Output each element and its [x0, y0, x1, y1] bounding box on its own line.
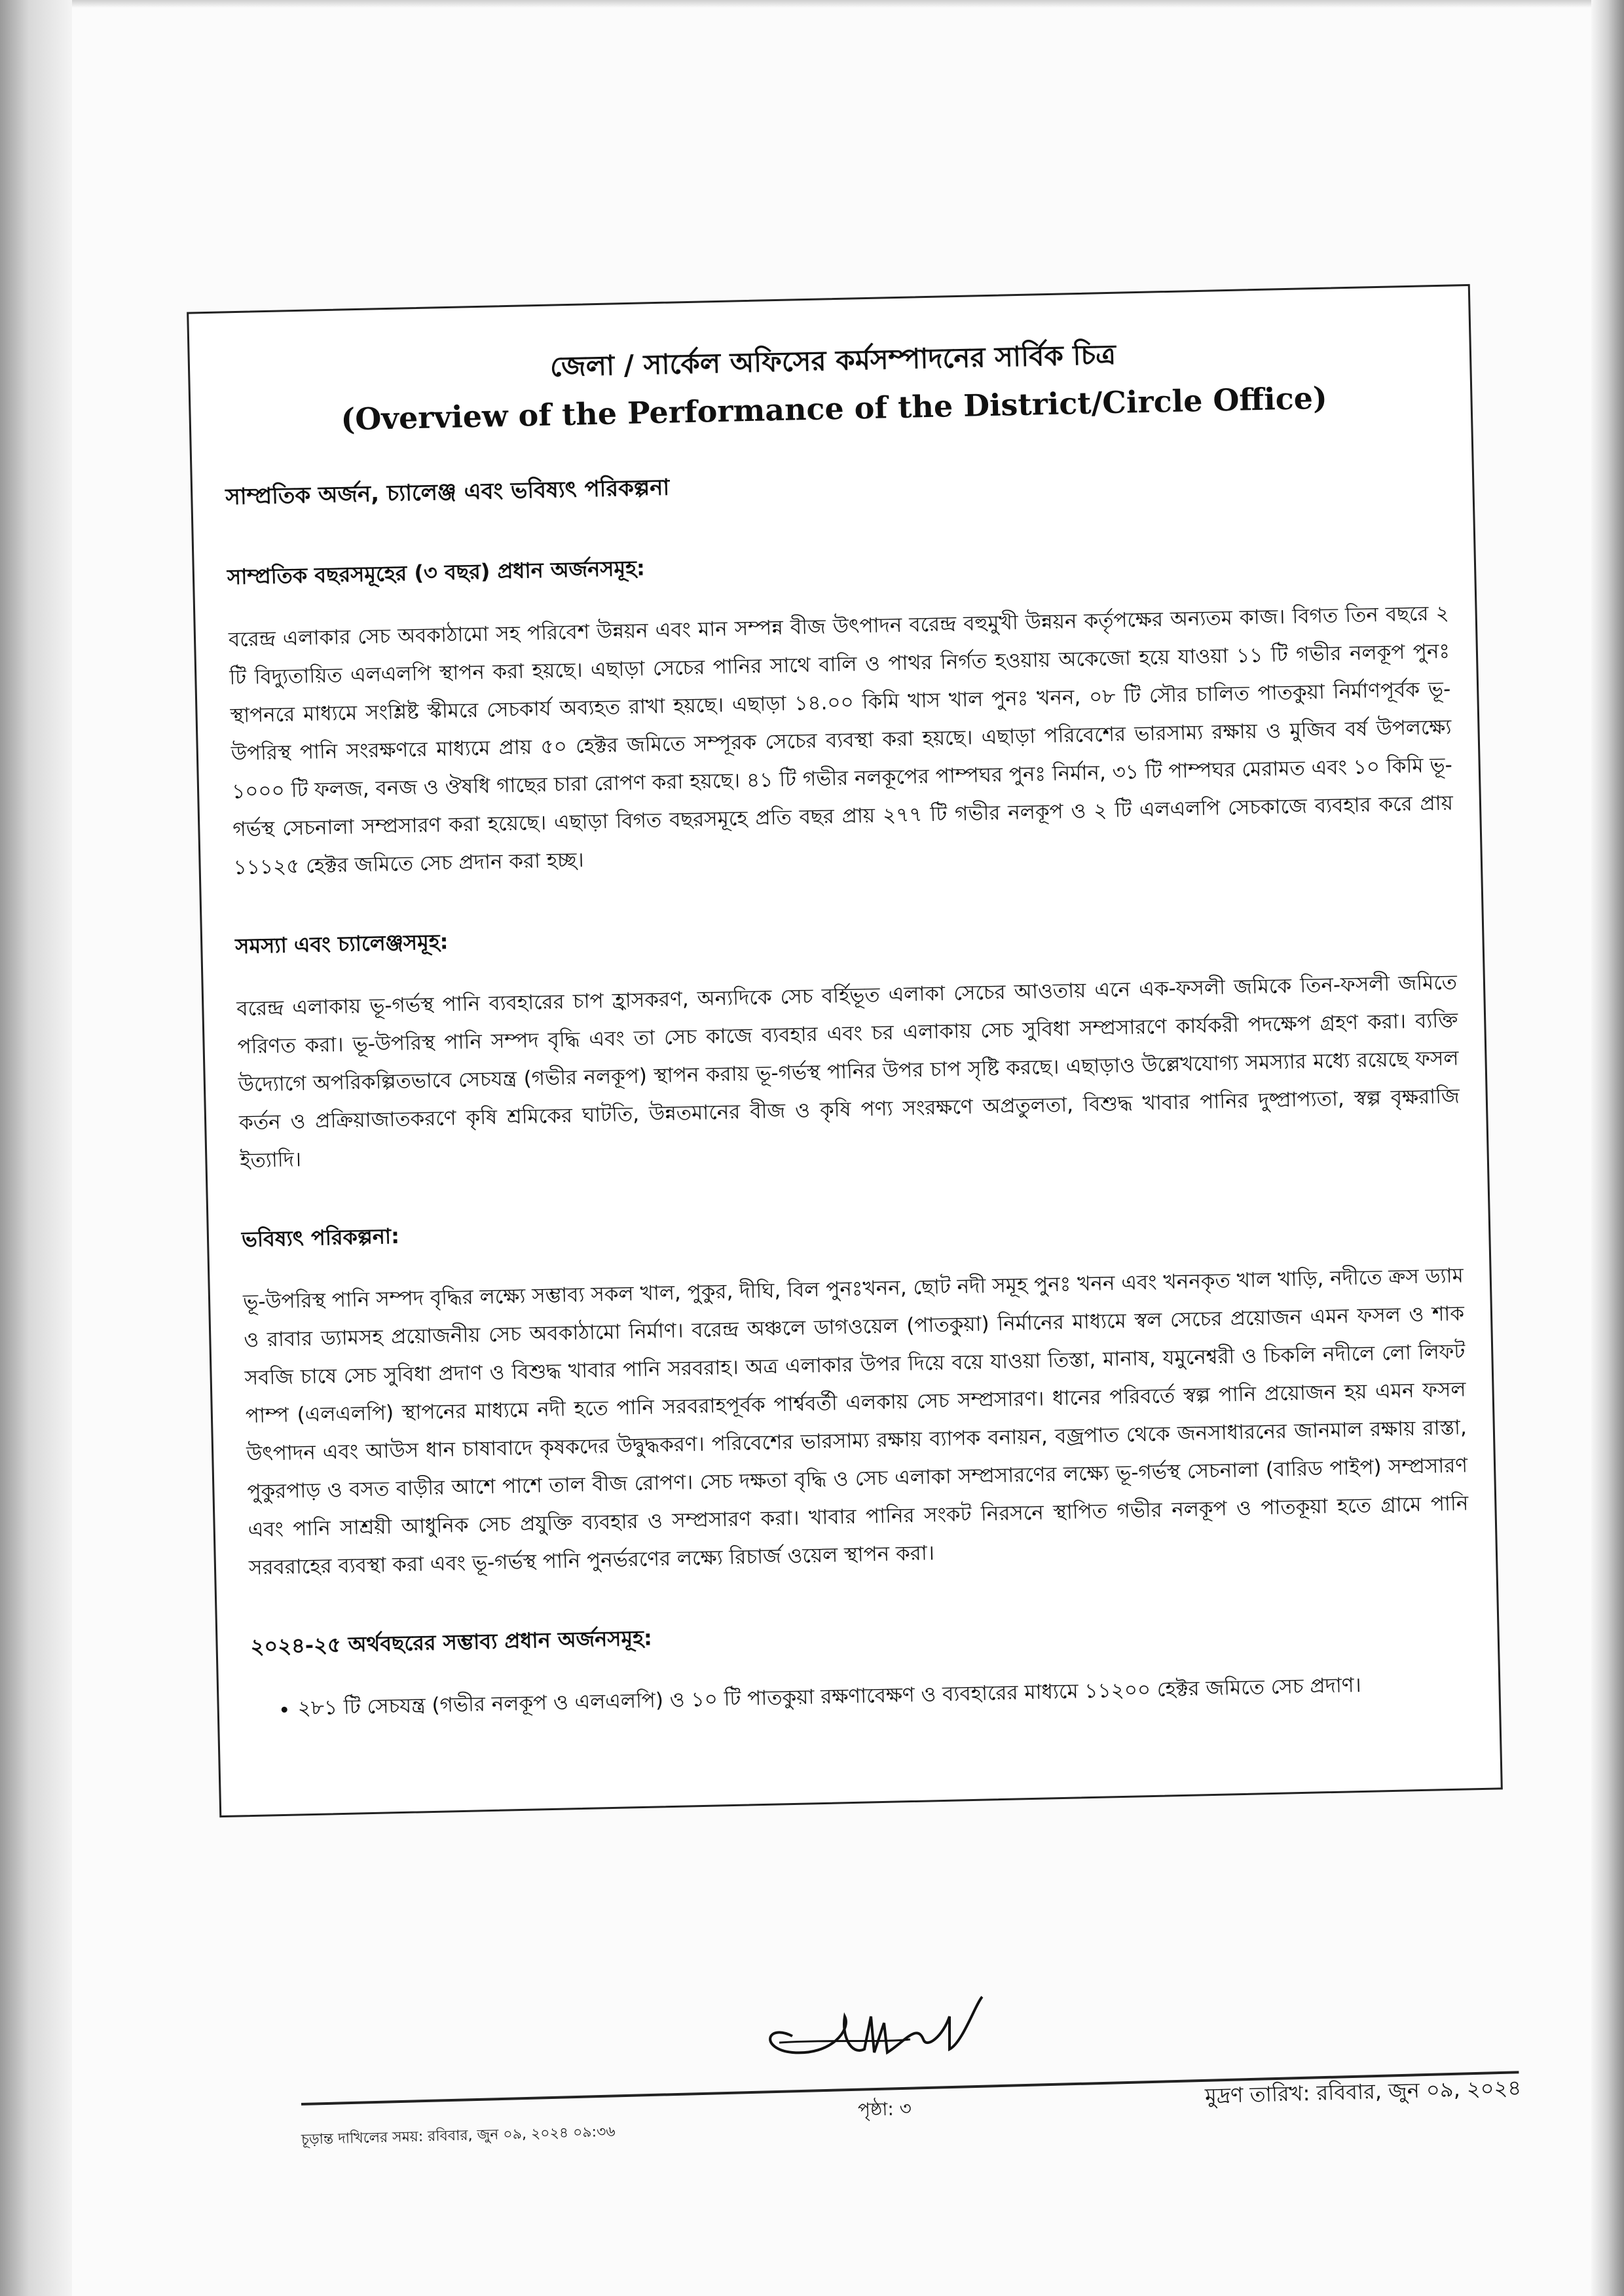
page-edge-shadow-left — [0, 0, 72, 2296]
title-english: (Overview of the Performance of the District/Circle Office) — [340, 380, 1328, 437]
list-item: • ২৮১ টি সেচযন্ত্র (গভীর নলকূপ ও এলএলপি) ও ১০ টি পাতকুয়া রক্ষণাবেক্ষণ ও ব্যবহারের মাধ্যমে ১১২০০ হেক্টর জমিতে সেচ প্রদাণ। — [297, 1664, 1473, 1727]
page-edge-top — [72, 0, 1591, 8]
overview-box — [187, 284, 1503, 1817]
future-plan-heading: ভবিষ্যৎ পরিকল্পনা: — [241, 1223, 400, 1252]
signature — [753, 1977, 989, 2075]
expected-achievements-list — [251, 1664, 1473, 1728]
future-plan-text: ভূ-উপরিস্থ পানি সম্পদ বৃদ্ধির লক্ষ্যে সম্ভাব্য সকল খাল, পুকুর, দীঘি, বিল পুনঃখনন, ছোট নদী সমূহ পুনঃ খনন এবং খননকৃত খাল খাড়ি, নদীতে ক্রস ড্যাম ও রাবার ড্যামসহ প্রয়োজনীয় সেচ অবকাঠামো নির্মাণ। বরেন্দ্র অঞ্চলে ডাগওয়েল (পাতকুয়া) নির্মানের মাধ্যমে স্বল সেচের প্রয়োজন এমন ফসল ও শাক সবজি চাষে সেচ সুবিধা প্রদাণ ও বিশুদ্ধ খাবার পানি সরবরাহ। অত্র এলাকার উপর দিয়ে বয়ে যাওয়া তিস্তা, মানাষ, যমুনেশ্বরী ও চিকলি নদীলে লো লিফট পাম্প (এলএলপি) স্থাপনের মাধ্যমে নদী হতে পানি সরবরাহপূর্বক পার্শ্ববর্তী এলকায় সেচ সম্প্রসারণ। ধানের পরিবর্তে স্বল্প পানি প্রয়োজন হয় এমন ফসল উৎপাদন এবং আউস ধান চাষাবাদে কৃষকদের উদ্বুদ্ধকরণ। পরিবেশের ভারসাম্য রক্ষায় ব্যাপক বনায়ন, বজ্রপাত থেকে জনসাধারনের জানমাল রক্ষায় রাস্তা, পুকুরপাড় ও বসত বাড়ীর আশে পাশে তাল বীজ রোপণ। সেচ দক্ষতা বৃদ্ধি ও সেচ এলাকা সম্প্রসারণের লক্ষ্যে ভূ-গর্ভস্থ সেচনালা (বারিড পাইপ) সম্প্রসারণ এবং পানি সাশ্রয়ী আধুনিক সেচ প্রযুক্তি ব্যবহার ও সম্প্রসারণ করা। খাবার পানির সংকট নিরসনে স্থাপিত গভীর নলকূপ ও পাতকূয়া হতে গ্রামে পানি সরবরাহের ব্যবস্থা করা এবং ভূ-গর্ভস্থ পানি পুনর্ভরণের লক্ষ্যে রিচার্জ ওয়েল স্থাপন করা। — [242, 1264, 1469, 1580]
achievements-heading: সাম্প্রতিক বছরসমূহের (৩ বছর) প্রধান অর্জনসমূহ: — [227, 555, 646, 590]
expected-achievements-heading: ২০২৪-২৫ অর্থবছরের সম্ভাব্য প্রধান অর্জনসমূহ: — [250, 1625, 653, 1660]
achievements-text: বরেন্দ্র এলাকার সেচ অবকাঠামো সহ পরিবেশ উন্নয়ন এবং মান সম্পন্ন বীজ উৎপাদন বরেন্দ্র বহুমুখী উন্নয়ন কর্তৃপক্ষের অন্যতম কাজ। বিগত তিন বছরে ২ টি বিদ্যুতায়িত এলএলপি স্থাপন করা হয়ছে। এছাড়া সেচের পানির সাথে বালি ও পাথর নির্গত হওয়ায় অকেজো হয়ে যাওয়া ১১ টি গভীর নলকূপ পুনঃ স্থাপনরে মাধ্যমে সংশ্লিষ্ট স্কীমরে সেচকার্য অব্যহত রাখা হয়ছে। এছাড়া ১৪.০০ কিমি খাস খাল পুনঃ খনন, ০৮ টি সৌর চালিত পাতকুয়া নির্মাণপূর্বক ভূ-উপরিস্থ পানি সংরক্ষণরে মাধ্যমে প্রায় ৫০ হেক্টর জমিতে সম্পূরক সেচের ব্যবস্থা করা হয়ছে। এছাড়া পরিবেশের ভারসাম্য রক্ষায় ও মুজিব বর্ষ উপলক্ষ্যে ১০০০ টি ফলজ, বনজ ও ঔষধি গাছের চারা রোপণ করা হয়ছে। ৪১ টি গভীর নলকূপের পাম্পঘর পুনঃ নির্মান, ৩১ টি পাম্পঘর মেরামত এবং ১০ কিমি ভূ-গর্ভস্থ সেচনালা সম্প্রসারণ করা হয়েছে। এছাড়া বিগত বছরসমূহে প্রতি বছর প্রায় ২৭৭ টি গভীর নলকূপ ও ২ টি এলএলপি সেচকাজে ব্যবহার করে প্রায় ১১১২৫ হেক্টর জমিতে সেচ প্রদান করা হচ্ছ। — [228, 601, 1454, 880]
print-date: মুদ্রণ তারিখ: রবিবার, জুন ০৯, ২০২৪ — [1204, 2075, 1522, 2109]
page-number: পৃষ্ঠা: ৩ — [857, 2097, 912, 2121]
submission-time: চূড়ান্ত দাখিলের সময়: রবিবার, জুন ০৯, ২০২৪ ০৯:৩৬ — [301, 2123, 616, 2149]
challenges-heading: সমস্যা এবং চ্যালেঞ্জসমূহ: — [234, 929, 449, 959]
section-heading: সাম্প্রতিক অর্জন, চ্যালেঞ্জ এবং ভবিষ্যৎ পরিকল্পনা — [225, 474, 670, 511]
title-bengali: জেলা / সার্কেল অফিসের কর্মসম্পাদনের সার্বিক চিত্র — [549, 338, 1116, 383]
page-edge-shadow-right — [1591, 0, 1624, 2296]
challenges-text: বরেন্দ্র এলাকায় ভূ-গর্ভস্থ পানি ব্যবহারের চাপ হ্রাসকরণ, অন্যদিকে সেচ বর্হিভূত এলাকা সেচের আওতায় এনে এক-ফসলী জমিকে তিন-ফসলী জমিতে পরিণত করা। ভূ-উপরিস্থ পানি সম্পদ বৃদ্ধি এবং তা সেচ কাজে ব্যবহার এবং চর এলাকায় সেচ সুবিধা সম্প্রসারণে কার্যকরী পদক্ষেপ গ্রহণ করা। ব্যক্তি উদ্যোগে অপরিকল্পিতভাবে সেচযন্ত্র (গভীর নলকূপ) স্থাপন করায় ভূ-গর্ভস্থ পানির উপর চাপ সৃষ্টি করছে। এছাড়াও উল্লেখযোগ্য সমস্যার মধ্যে রয়েছে ফসল কর্তন ও প্রক্রিয়াজাতকরণে কৃষি শ্রমিকের ঘাটতি, উন্নতমানের বীজ ও কৃষি পণ্য সংরক্ষণে অপ্রতুলতা, বিশুদ্ধ খাবার পানির দুষ্প্রাপ্যতা, স্বল্প বৃক্ষরাজি ইত্যাদি। — [236, 970, 1460, 1173]
